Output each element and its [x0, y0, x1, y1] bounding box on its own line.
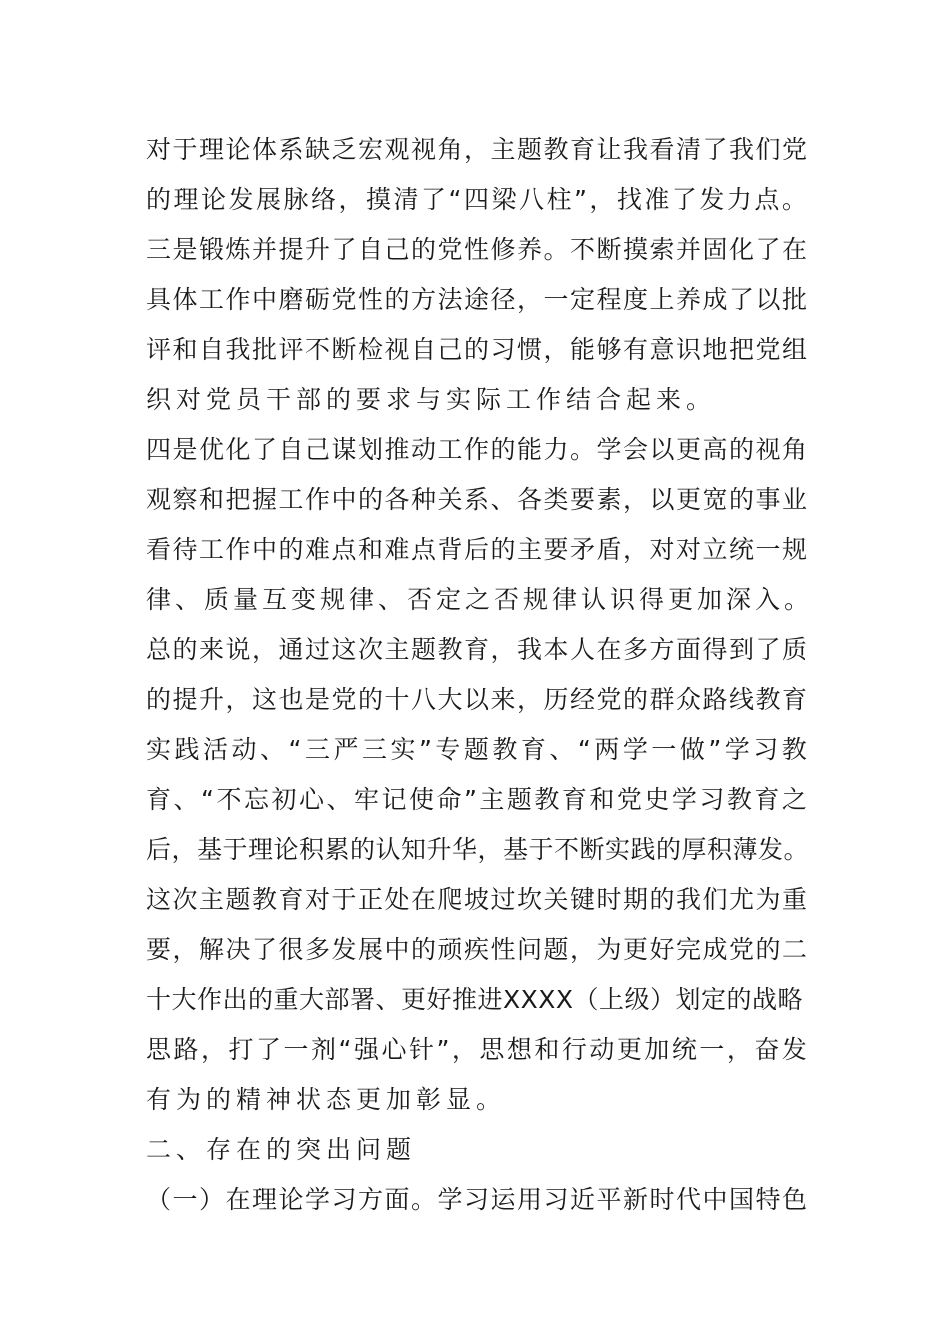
text-line: 律、质量互变规律、否定之否规律认识得更加深入。 — [146, 585, 814, 614]
text-line: 后，基于理论积累的认知升华，基于不断实践的厚积薄发。 — [146, 835, 810, 864]
text-line: 总的来说，通过这次主题教育，我本人在多方面得到了质 — [146, 635, 809, 664]
text-line: 的理论发展脉络，摸清了“四梁八柱”，找准了发力点。 — [146, 185, 810, 214]
text-line: 有为的精神状态更加彰显。 — [146, 1085, 507, 1114]
text-line: 对于理论体系缺乏宏观视角，主题教育让我看清了我们党 — [146, 135, 809, 164]
text-line: 的提升，这也是党的十八大以来，历经党的群众路线教育 — [146, 685, 809, 714]
text-line: 织对党员干部的要求与实际工作结合起来。 — [146, 385, 717, 414]
text-line: 十大作出的重大部署、更好推进XXXX（上级）划定的战略 — [146, 985, 804, 1014]
text-line: 具体工作中磨砺党性的方法途径，一定程度上养成了以批 — [146, 285, 809, 314]
text-line: 思路，打了一剂“强心针”，思想和行动更加统一，奋发 — [146, 1035, 810, 1064]
text-line: 这次主题教育对于正处在爬坡过坎关键时期的我们尤为重 — [146, 885, 809, 914]
subsection-heading: （一）在理论学习方面。学习运用习近平新时代中国特色 — [146, 1185, 809, 1214]
text-line: 要，解决了很多发展中的顽疾性问题，为更好完成党的二 — [146, 935, 809, 964]
text-line: 评和自我批评不断检视自己的习惯，能够有意识地把党组 — [146, 335, 809, 364]
text-line: 三是锻炼并提升了自己的党性修养。不断摸索并固化了在 — [146, 235, 809, 264]
text-line: 实践活动、“三严三实”专题教育、“两学一做”学习教 — [146, 735, 811, 764]
text-line: 看待工作中的难点和难点背后的主要矛盾，对对立统一规 — [146, 535, 809, 564]
text-line: 观察和把握工作中的各种关系、各类要素，以更宽的事业 — [146, 485, 809, 514]
section-heading: 二、存在的突出问题 — [146, 1135, 417, 1164]
text-line: 四是优化了自己谋划推动工作的能力。学会以更高的视角 — [146, 435, 809, 464]
text-line: 育、“不忘初心、牢记使命”主题教育和党史学习教育之 — [146, 785, 810, 814]
